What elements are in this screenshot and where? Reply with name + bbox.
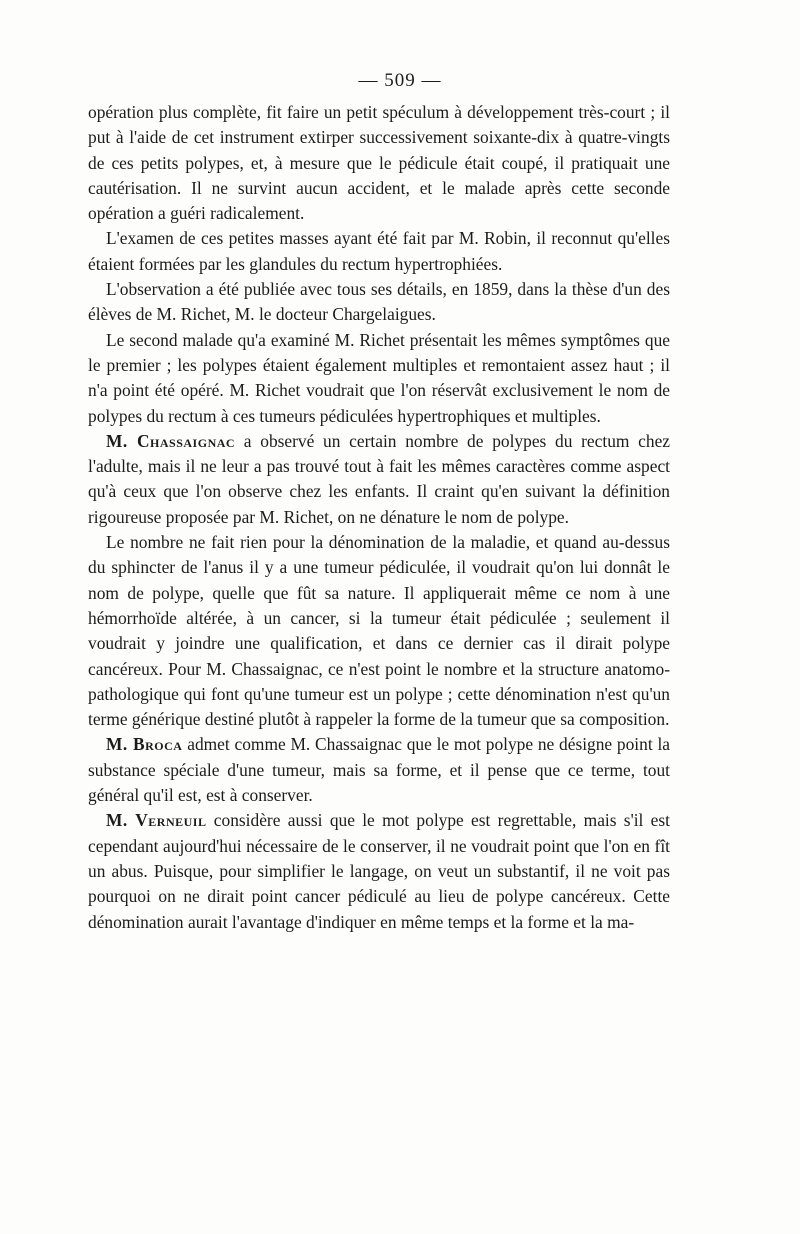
paragraph-5 — [88, 429, 670, 530]
paragraph-4-text: Le second malade qu'a examiné M. Richet présentait les mêmes symptômes que le premier ; les polypes étaient également multiples et remontaient assez haut ; il n'a point été opéré. M. Richet voudrait que l'on réservât exclusivement le nom de polypes du rectum à ces tumeurs pédiculées hypertrophiques et multiples. — [88, 329, 670, 426]
paragraph-8 — [88, 808, 670, 934]
paragraph-4 — [88, 328, 670, 429]
paragraph-6 — [88, 530, 670, 732]
paragraph-3-text: L'observation a été publiée avec tous ses détails, en 1859, dans la thèse d'un des élèves de M. Richet, M. le docteur Chargelaigues. — [88, 279, 670, 325]
paragraph-1 — [88, 100, 670, 226]
speaker-name: M. Broca — [106, 734, 183, 755]
paragraph-2 — [88, 226, 670, 277]
body-text — [88, 100, 670, 935]
page-number: — 509 — — [358, 70, 442, 91]
paragraph-1-text: opération plus complète, fit faire un petit spéculum à développement très-court ; il put à l'aide de cet instrument extirper successivement soixante-dix à quatre-vingts de ces petits polypes, et, à mesure que le pédicule était coupé, il pratiquait une cautérisation. Il ne survint aucun accident, et le malade après cette seconde opération a guéri radicalement. — [88, 102, 670, 224]
speaker-name: M. Verneuil — [106, 810, 207, 831]
paragraph-2-text: L'examen de ces petites masses ayant été fait par M. Robin, il reconnut qu'elles étaient formées par les glandules du rectum hypertrophiées. — [88, 228, 670, 274]
paragraph-6-text: Le nombre ne fait rien pour la dénomination de la maladie, et quand au-dessus du sphincter de l'anus il y a une tumeur pédiculée, il voudrait qu'on lui donnât le nom de polype, quelle que fût sa nature. Il appliquerait même ce nom à une hémorrhoïde altérée, à un cancer, si la tumeur était pédiculée ; seulement il voudrait y joindre une qualification, et dans ce dernier cas il dirait polype cancéreux. Pour M. Chassaignac, ce n'est point le nombre et la structure anatomo-pathologique qui font qu'une tumeur est un polype ; cette dénomination n'est qu'un terme générique destiné plutôt à rappeler la forme de la tumeur que sa composition. — [88, 532, 670, 730]
paragraph-7-text: admet comme M. Chassaignac que le mot polype ne désigne point la substance spéciale d'une tumeur, mais sa forme, et il pense que ce terme, tout général qu'il est, est à conserver. — [88, 734, 670, 806]
paragraph-8-text: considère aussi que le mot polype est regrettable, mais s'il est cependant aujourd'hui nécessaire de le conserver, il ne voudrait point que l'on en fît un abus. Puisque, pour simplifier le langage, on veut un substantif, il ne voit pas pourquoi on ne dirait point cancer pédiculé au lieu de polype cancéreux. Cette dénomination aurait l'avantage d'indiquer en même temps et la forme et la ma- — [88, 810, 670, 932]
paragraph-5-text: a observé un certain nombre de polypes du rectum chez l'adulte, mais il ne leur a pas trouvé tout à fait les mêmes caractères comme aspect qu'à ceux que l'on observe chez les enfants. Il craint qu'en suivant la définition rigoureuse proposée par M. Richet, on ne dénature le nom de polype. — [88, 430, 671, 527]
paragraph-3 — [88, 277, 670, 328]
paragraph-7 — [88, 732, 670, 808]
speaker-name: M. Chassaignac — [106, 430, 236, 451]
